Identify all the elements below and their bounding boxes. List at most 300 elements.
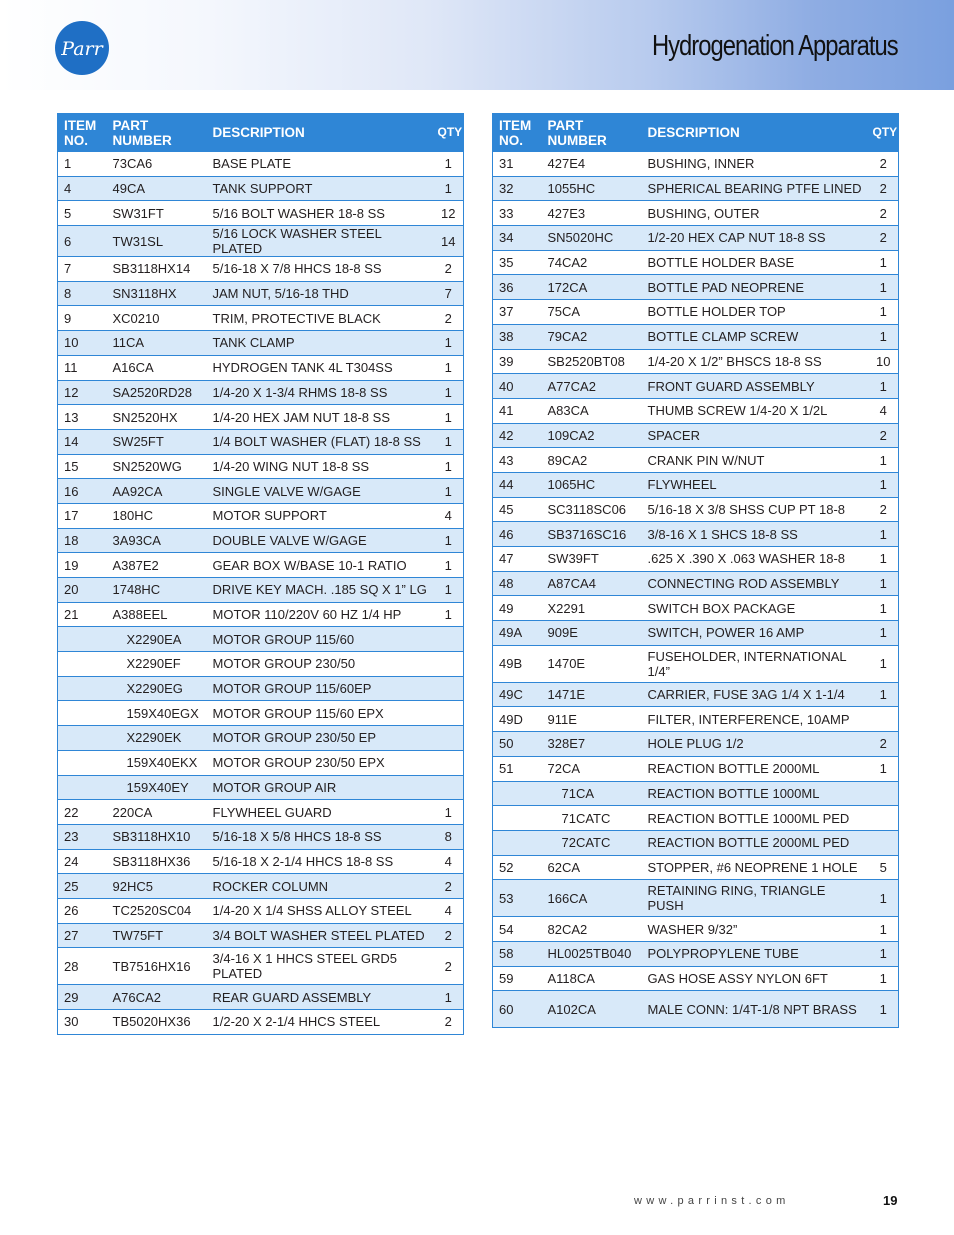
cell-qty: 8: [432, 824, 464, 849]
table-row: [58, 226, 464, 257]
cell-part-number: A87CA4: [542, 571, 642, 596]
table-row: [58, 152, 464, 177]
table-row: [493, 806, 899, 831]
col-qty-header: QTY: [867, 114, 899, 152]
cell-part-number: X2290EF: [107, 652, 207, 677]
cell-description: REACTION BOTTLE 1000ML PED: [642, 806, 867, 831]
table-row: [58, 201, 464, 226]
cell-description: FILTER, INTERFERENCE, 10AMP: [642, 707, 867, 732]
cell-item-no: 49D: [493, 707, 542, 732]
table-header-row: [58, 114, 464, 152]
cell-part-number: A83CA: [542, 398, 642, 423]
cell-qty: 1: [432, 454, 464, 479]
cell-part-number: 1055HC: [542, 176, 642, 201]
cell-item-no: 49: [493, 596, 542, 621]
table-row: [58, 923, 464, 948]
cell-item-no: [493, 781, 542, 806]
table-row: [58, 627, 464, 652]
cell-description: DRIVE KEY MACH. .185 SQ X 1” LG: [207, 578, 432, 603]
cell-qty: [867, 806, 899, 831]
cell-item-no: 4: [58, 176, 107, 201]
cell-item-no: 9: [58, 306, 107, 331]
cell-description: 5/16-18 X 3/8 SHSS CUP PT 18-8: [642, 497, 867, 522]
table-row: [493, 250, 899, 275]
cell-description: GEAR BOX W/BASE 10-1 RATIO: [207, 553, 432, 578]
cell-part-number: 911E: [542, 707, 642, 732]
cell-part-number: SN2520WG: [107, 454, 207, 479]
cell-qty: 4: [867, 398, 899, 423]
table-row: [493, 682, 899, 707]
table-row: [58, 874, 464, 899]
table-row: [58, 429, 464, 454]
table-row: [493, 596, 899, 621]
cell-description: 5/16 LOCK WASHER STEEL PLATED: [207, 226, 432, 257]
cell-item-no: 38: [493, 324, 542, 349]
cell-qty: [432, 726, 464, 751]
cell-description: 5/16-18 X 7/8 HHCS 18-8 SS: [207, 257, 432, 282]
table-row: [58, 775, 464, 800]
cell-description: MOTOR GROUP 115/60 EPX: [207, 701, 432, 726]
table-row: [58, 898, 464, 923]
cell-part-number: A387E2: [107, 553, 207, 578]
cell-item-no: 11: [58, 355, 107, 380]
cell-part-number: 220CA: [107, 800, 207, 825]
cell-item-no: 30: [58, 1010, 107, 1035]
cell-part-number: 49CA: [107, 176, 207, 201]
cell-part-number: 92HC5: [107, 874, 207, 899]
table-row: [493, 152, 899, 177]
cell-description: SINGLE VALVE W/GAGE: [207, 479, 432, 504]
cell-part-number: 75CA: [542, 300, 642, 325]
table-row: [58, 800, 464, 825]
cell-description: SPACER: [642, 423, 867, 448]
cell-description: BOTTLE PAD NEOPRENE: [642, 275, 867, 300]
cell-description: MOTOR 110/220V 60 HZ 1/4 HP: [207, 602, 432, 627]
cell-qty: [432, 701, 464, 726]
cell-part-number: A16CA: [107, 355, 207, 380]
table-row: [493, 707, 899, 732]
cell-qty: 1: [432, 429, 464, 454]
cell-part-number: 1470E: [542, 645, 642, 682]
cell-qty: 2: [432, 1010, 464, 1035]
cell-item-no: 48: [493, 571, 542, 596]
cell-part-number: 1471E: [542, 682, 642, 707]
cell-description: ROCKER COLUMN: [207, 874, 432, 899]
cell-qty: 2: [867, 226, 899, 251]
parts-table-left-body: [58, 152, 464, 1035]
cell-qty: 1: [432, 553, 464, 578]
cell-part-number: TW31SL: [107, 226, 207, 257]
cell-part-number: TB7516HX16: [107, 948, 207, 985]
cell-part-number: A76CA2: [107, 985, 207, 1010]
table-row: [58, 948, 464, 985]
footer-url: www.parrinst.com: [634, 1195, 790, 1207]
cell-qty: 1: [867, 472, 899, 497]
cell-part-number: 159X40EGX: [107, 701, 207, 726]
cell-qty: 1: [432, 152, 464, 177]
cell-item-no: 7: [58, 257, 107, 282]
cell-description: FRONT GUARD ASSEMBLY: [642, 374, 867, 399]
cell-item-no: 44: [493, 472, 542, 497]
cell-part-number: 74CA2: [542, 250, 642, 275]
table-row: [58, 176, 464, 201]
cell-part-number: 159X40EKX: [107, 750, 207, 775]
cell-description: CARRIER, FUSE 3AG 1/4 X 1-1/4: [642, 682, 867, 707]
cell-part-number: 72CA: [542, 756, 642, 781]
cell-item-no: 21: [58, 602, 107, 627]
cell-part-number: 82CA2: [542, 917, 642, 942]
cell-part-number: SW39FT: [542, 547, 642, 572]
cell-qty: 2: [867, 423, 899, 448]
cell-description: THUMB SCREW 1/4-20 X 1/2L: [642, 398, 867, 423]
cell-qty: 4: [432, 503, 464, 528]
page-title: Hydrogenation Apparatus: [652, 30, 898, 62]
cell-qty: 1: [432, 176, 464, 201]
cell-part-number: SB2520BT08: [542, 349, 642, 374]
cell-description: MOTOR GROUP 230/50: [207, 652, 432, 677]
table-row: [58, 454, 464, 479]
table-row: [493, 547, 899, 572]
cell-item-no: [58, 726, 107, 751]
table-row: [493, 398, 899, 423]
svg-text:Parr: Parr: [61, 38, 103, 60]
cell-part-number: HL0025TB040: [542, 941, 642, 966]
table-row: [493, 423, 899, 448]
table-row: [493, 645, 899, 682]
cell-qty: 1: [432, 331, 464, 356]
cell-qty: 1: [432, 985, 464, 1010]
table-row: [493, 275, 899, 300]
table-row: [58, 578, 464, 603]
cell-item-no: 35: [493, 250, 542, 275]
cell-description: TANK CLAMP: [207, 331, 432, 356]
cell-item-no: 13: [58, 405, 107, 430]
table-row: [493, 880, 899, 917]
cell-part-number: 166CA: [542, 880, 642, 917]
cell-qty: 1: [867, 324, 899, 349]
cell-qty: 1: [867, 621, 899, 646]
table-row: [493, 781, 899, 806]
cell-part-number: 109CA2: [542, 423, 642, 448]
cell-description: WASHER 9/32”: [642, 917, 867, 942]
cell-description: CONNECTING ROD ASSEMBLY: [642, 571, 867, 596]
table-row: [493, 941, 899, 966]
cell-qty: [432, 652, 464, 677]
cell-description: SPHERICAL BEARING PTFE LINED: [642, 176, 867, 201]
cell-part-number: 72CATC: [542, 830, 642, 855]
cell-part-number: X2290EK: [107, 726, 207, 751]
cell-qty: 2: [432, 923, 464, 948]
table-row: [493, 855, 899, 880]
cell-item-no: 51: [493, 756, 542, 781]
cell-part-number: A102CA: [542, 991, 642, 1028]
cell-part-number: SB3118HX10: [107, 824, 207, 849]
cell-part-number: XC0210: [107, 306, 207, 331]
cell-description: DOUBLE VALVE W/GAGE: [207, 528, 432, 553]
cell-item-no: [493, 806, 542, 831]
cell-part-number: 172CA: [542, 275, 642, 300]
cell-item-no: 14: [58, 429, 107, 454]
table-row: [493, 966, 899, 991]
cell-description: 3/4 BOLT WASHER STEEL PLATED: [207, 923, 432, 948]
cell-description: MOTOR SUPPORT: [207, 503, 432, 528]
table-row: [58, 701, 464, 726]
table-row: [58, 405, 464, 430]
cell-item-no: 50: [493, 732, 542, 757]
table-header-row: [493, 114, 899, 152]
cell-description: BASE PLATE: [207, 152, 432, 177]
table-row: [58, 676, 464, 701]
table-row: [58, 652, 464, 677]
cell-item-no: 23: [58, 824, 107, 849]
cell-qty: 2: [867, 201, 899, 226]
cell-item-no: 52: [493, 855, 542, 880]
cell-part-number: X2291: [542, 596, 642, 621]
cell-qty: 1: [867, 880, 899, 917]
cell-qty: 1: [867, 250, 899, 275]
parts-table-right-body: [493, 152, 899, 1028]
cell-qty: 4: [432, 898, 464, 923]
cell-part-number: SA2520RD28: [107, 380, 207, 405]
col-part-header: PART NUMBER: [542, 114, 642, 152]
cell-description: 5/16-18 X 5/8 HHCS 18-8 SS: [207, 824, 432, 849]
cell-part-number: 89CA2: [542, 448, 642, 473]
cell-qty: 1: [867, 682, 899, 707]
cell-item-no: 34: [493, 226, 542, 251]
table-row: [493, 374, 899, 399]
cell-qty: [432, 750, 464, 775]
table-row: [493, 176, 899, 201]
table-row: [58, 355, 464, 380]
cell-item-no: [58, 701, 107, 726]
cell-item-no: 32: [493, 176, 542, 201]
cell-description: MOTOR GROUP 230/50 EPX: [207, 750, 432, 775]
cell-item-no: [58, 627, 107, 652]
table-row: [493, 497, 899, 522]
cell-description: TANK SUPPORT: [207, 176, 432, 201]
cell-item-no: 8: [58, 281, 107, 306]
cell-description: BOTTLE HOLDER BASE: [642, 250, 867, 275]
cell-qty: 1: [867, 756, 899, 781]
cell-description: MOTOR GROUP AIR: [207, 775, 432, 800]
table-row: [493, 917, 899, 942]
cell-item-no: 10: [58, 331, 107, 356]
cell-qty: 14: [432, 226, 464, 257]
table-row: [493, 522, 899, 547]
table-row: [58, 331, 464, 356]
cell-item-no: 6: [58, 226, 107, 257]
table-row: [493, 756, 899, 781]
cell-description: JAM NUT, 5/16-18 THD: [207, 281, 432, 306]
cell-item-no: 53: [493, 880, 542, 917]
cell-qty: 1: [432, 479, 464, 504]
table-row: [493, 830, 899, 855]
cell-part-number: 3A93CA: [107, 528, 207, 553]
cell-description: 3/8-16 X 1 SHCS 18-8 SS: [642, 522, 867, 547]
cell-qty: 1: [867, 547, 899, 572]
cell-part-number: A118CA: [542, 966, 642, 991]
cell-qty: 1: [432, 405, 464, 430]
table-row: [493, 226, 899, 251]
col-part-header: PART NUMBER: [107, 114, 207, 152]
cell-item-no: 43: [493, 448, 542, 473]
cell-description: 1/4-20 WING NUT 18-8 SS: [207, 454, 432, 479]
cell-qty: 1: [867, 300, 899, 325]
cell-part-number: 62CA: [542, 855, 642, 880]
table-row: [493, 732, 899, 757]
table-row: [58, 726, 464, 751]
cell-qty: 1: [867, 596, 899, 621]
cell-item-no: 20: [58, 578, 107, 603]
table-row: [493, 991, 899, 1028]
cell-description: .625 X .390 X .063 WASHER 18-8: [642, 547, 867, 572]
cell-qty: 2: [432, 874, 464, 899]
cell-description: MALE CONN: 1/4T-1/8 NPT BRASS: [642, 991, 867, 1028]
cell-qty: 1: [867, 645, 899, 682]
cell-item-no: 49B: [493, 645, 542, 682]
cell-qty: 2: [867, 732, 899, 757]
cell-part-number: TW75FT: [107, 923, 207, 948]
cell-item-no: [493, 830, 542, 855]
table-row: [58, 1010, 464, 1035]
cell-qty: 1: [432, 380, 464, 405]
cell-description: 3/4-16 X 1 HHCS STEEL GRD5 PLATED: [207, 948, 432, 985]
cell-qty: 1: [867, 991, 899, 1028]
table-row: [493, 324, 899, 349]
cell-qty: [867, 830, 899, 855]
cell-qty: 2: [867, 176, 899, 201]
cell-item-no: 1: [58, 152, 107, 177]
cell-description: BUSHING, OUTER: [642, 201, 867, 226]
cell-part-number: SN2520HX: [107, 405, 207, 430]
cell-item-no: 45: [493, 497, 542, 522]
cell-part-number: X2290EA: [107, 627, 207, 652]
cell-description: 1/2-20 HEX CAP NUT 18-8 SS: [642, 226, 867, 251]
table-row: [493, 300, 899, 325]
cell-qty: 1: [867, 917, 899, 942]
cell-item-no: 41: [493, 398, 542, 423]
cell-qty: 5: [867, 855, 899, 880]
col-desc-header: DESCRIPTION: [642, 114, 867, 152]
cell-part-number: 427E4: [542, 152, 642, 177]
cell-item-no: 16: [58, 479, 107, 504]
cell-description: 5/16-18 X 2-1/4 HHCS 18-8 SS: [207, 849, 432, 874]
table-row: [58, 380, 464, 405]
cell-item-no: 42: [493, 423, 542, 448]
cell-item-no: 27: [58, 923, 107, 948]
cell-qty: 1: [432, 355, 464, 380]
table-row: [58, 257, 464, 282]
cell-item-no: 49A: [493, 621, 542, 646]
cell-description: 1/2-20 X 2-1/4 HHCS STEEL: [207, 1010, 432, 1035]
cell-part-number: 180HC: [107, 503, 207, 528]
cell-description: 5/16 BOLT WASHER 18-8 SS: [207, 201, 432, 226]
cell-part-number: SB3118HX14: [107, 257, 207, 282]
cell-description: FUSEHOLDER, INTERNATIONAL 1/4”: [642, 645, 867, 682]
cell-part-number: AA92CA: [107, 479, 207, 504]
cell-qty: 2: [867, 152, 899, 177]
table-row: [493, 571, 899, 596]
cell-item-no: 15: [58, 454, 107, 479]
cell-qty: [867, 781, 899, 806]
cell-item-no: 22: [58, 800, 107, 825]
cell-part-number: SN5020HC: [542, 226, 642, 251]
cell-item-no: 25: [58, 874, 107, 899]
cell-description: 1/4 BOLT WASHER (FLAT) 18-8 SS: [207, 429, 432, 454]
cell-description: HOLE PLUG 1/2: [642, 732, 867, 757]
cell-item-no: 39: [493, 349, 542, 374]
cell-part-number: SC3118SC06: [542, 497, 642, 522]
cell-item-no: 59: [493, 966, 542, 991]
cell-description: 1/4-20 HEX JAM NUT 18-8 SS: [207, 405, 432, 430]
cell-part-number: 1748HC: [107, 578, 207, 603]
cell-item-no: 49C: [493, 682, 542, 707]
cell-description: MOTOR GROUP 115/60EP: [207, 676, 432, 701]
cell-qty: 1: [432, 528, 464, 553]
cell-qty: 1: [867, 966, 899, 991]
cell-part-number: 909E: [542, 621, 642, 646]
cell-qty: 1: [432, 578, 464, 603]
cell-item-no: 46: [493, 522, 542, 547]
cell-qty: 4: [432, 849, 464, 874]
cell-qty: 1: [867, 522, 899, 547]
cell-part-number: 427E3: [542, 201, 642, 226]
col-qty-header: QTY: [432, 114, 464, 152]
col-item-header: ITEM NO.: [493, 114, 542, 152]
cell-description: REACTION BOTTLE 2000ML PED: [642, 830, 867, 855]
cell-description: TRIM, PROTECTIVE BLACK: [207, 306, 432, 331]
cell-qty: [867, 707, 899, 732]
cell-part-number: 159X40EY: [107, 775, 207, 800]
table-row: [493, 201, 899, 226]
cell-item-no: 24: [58, 849, 107, 874]
cell-qty: 2: [432, 306, 464, 331]
table-row: [58, 479, 464, 504]
cell-item-no: [58, 750, 107, 775]
cell-description: FLYWHEEL: [642, 472, 867, 497]
table-row: [493, 472, 899, 497]
page-header: [0, 0, 954, 90]
cell-item-no: 54: [493, 917, 542, 942]
cell-part-number: 1065HC: [542, 472, 642, 497]
parr-logo-icon: [54, 20, 110, 76]
cell-description: 1/4-20 X 1/2” BHSCS 18-8 SS: [642, 349, 867, 374]
cell-qty: 2: [432, 948, 464, 985]
cell-part-number: 328E7: [542, 732, 642, 757]
cell-part-number: TB5020HX36: [107, 1010, 207, 1035]
cell-part-number: SW25FT: [107, 429, 207, 454]
cell-description: POLYPROPYLENE TUBE: [642, 941, 867, 966]
cell-qty: [432, 627, 464, 652]
cell-description: MOTOR GROUP 115/60: [207, 627, 432, 652]
cell-part-number: SW31FT: [107, 201, 207, 226]
cell-item-no: 18: [58, 528, 107, 553]
cell-item-no: 19: [58, 553, 107, 578]
cell-description: CRANK PIN W/NUT: [642, 448, 867, 473]
cell-part-number: 11CA: [107, 331, 207, 356]
cell-item-no: 5: [58, 201, 107, 226]
cell-item-no: 37: [493, 300, 542, 325]
cell-description: REAR GUARD ASSEMBLY: [207, 985, 432, 1010]
table-row: [58, 824, 464, 849]
table-row: [58, 528, 464, 553]
cell-description: BOTTLE CLAMP SCREW: [642, 324, 867, 349]
cell-description: STOPPER, #6 NEOPRENE 1 HOLE: [642, 855, 867, 880]
table-row: [58, 553, 464, 578]
table-row: [58, 602, 464, 627]
cell-description: BUSHING, INNER: [642, 152, 867, 177]
cell-qty: 1: [432, 800, 464, 825]
